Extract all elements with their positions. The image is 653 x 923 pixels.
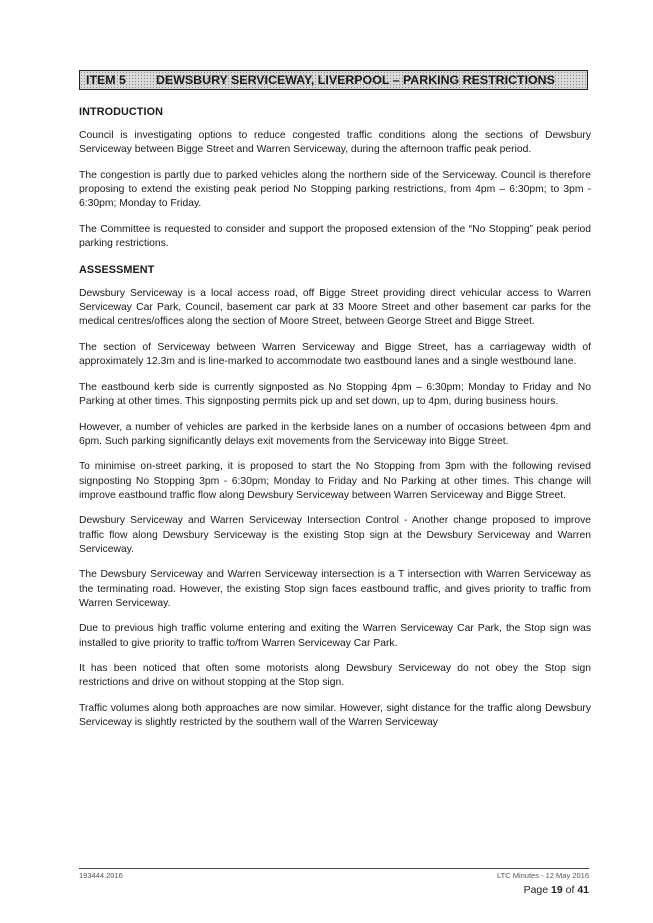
- introduction-paragraph: The Committee is requested to consider and support the proposed extension of the “No Stopping” peak period parking restrictions.: [79, 224, 591, 250]
- assessment-paragraph: However, a number of vehicles are parked in the kerbside lanes on a number of occasions between 4pm and 6pm. Such parking significantly delays exit movements from the Serviceway into Bigge Street.: [79, 421, 591, 447]
- assessment-paragraph: Dewsbury Serviceway is a local access road, off Bigge Street providing direct vehicular access to Warren Serviceway Car Park, Council, basement car park at 33 Moore Street and other basement car parks for the medical centres/offices along the section of Moore Street, between George Street and Bigge Street.: [79, 288, 591, 328]
- assessment-paragraph: The section of Serviceway between Warren Serviceway and Bigge Street, has a carriageway width of approximately 12.3m and is line-marked to accommodate two eastbound lanes and a single westbound lane.: [79, 342, 591, 368]
- page-label: Page: [523, 884, 552, 896]
- assessment-paragraph: Traffic volumes along both approaches are now similar. However, sight distance for the traffic along Dewsbury Serviceway is slightly restricted by the southern wall of the Warren Serviceway: [79, 702, 591, 729]
- assessment-paragraph: Due to previous high traffic volume entering and exiting the Warren Serviceway Car Park, the Stop sign was installed to give priority to traffic to/from Warren Serviceway Car Park.: [79, 623, 591, 649]
- page-of: of: [562, 884, 578, 896]
- page-number: [524, 884, 589, 896]
- page-current: 19: [551, 884, 563, 896]
- assessment-paragraph: Dewsbury Serviceway and Warren Serviceway Intersection Control - Another change proposed to improve traffic flow along Dewsbury Serviceway is the existing Stop sign at the Dewsbury Serviceway and Warren Serviceway.: [79, 515, 591, 555]
- assessment-paragraph: To minimise on-street parking, it is proposed to start the No Stopping from 3pm with the following revised signposting No Stopping 3pm - 6:30pm; Monday to Friday and No Parking at other times. This change will improve eastbound traffic flow along Dewsbury Serviceway between Warren Serviceway and Bigge Street.: [79, 461, 591, 501]
- assessment-paragraph: The Dewsbury Serviceway and Warren Serviceway intersection is a T intersection with Warren Serviceway as the terminating road. However, the existing Stop sign faces eastbound traffic, and gives priority to traffic from Warren Serviceway.: [79, 569, 591, 609]
- footer-doc-ref: 193444.2016: [79, 871, 123, 880]
- introduction-paragraph: Council is investigating options to reduce congested traffic conditions along the sections of Dewsbury Serviceway between Bigge Street and Warren Serviceway, during the afternoon traffic peak period.: [79, 130, 591, 156]
- document-body: [79, 105, 591, 742]
- item-header-banner: [79, 70, 588, 90]
- assessment-paragraph: The eastbound kerb side is currently signposted as No Stopping 4pm – 6:30pm; Monday to Friday and No Parking at other times. This signposting permits pick up and set down, up to 4pm, during business hours.: [79, 381, 591, 407]
- page-total: 41: [577, 884, 589, 896]
- assessment-heading: ASSESSMENT: [79, 263, 155, 276]
- introduction-paragraph: The congestion is partly due to parked vehicles along the northern side of the Serviceway. Council is therefore proposing to extend the existing peak period No Stopping parking restrictions, from 4pm – 6:30pm; to 3pm - 6:30pm; Monday to Friday.: [79, 170, 591, 210]
- footer-meeting: LTC Minutes - 12 May 2016: [497, 871, 589, 880]
- assessment-paragraph: It has been noticed that often some motorists along Dewsbury Serviceway do not obey the Stop sign restrictions and drive on without stopping at the Stop sign.: [79, 663, 591, 689]
- item-title: DEWSBURY SERVICEWAY, LIVERPOOL – PARKING RESTRICTIONS: [156, 73, 555, 87]
- item-number: ITEM 5: [86, 73, 126, 87]
- footer-divider: [79, 868, 589, 869]
- introduction-heading: INTRODUCTION: [79, 106, 163, 118]
